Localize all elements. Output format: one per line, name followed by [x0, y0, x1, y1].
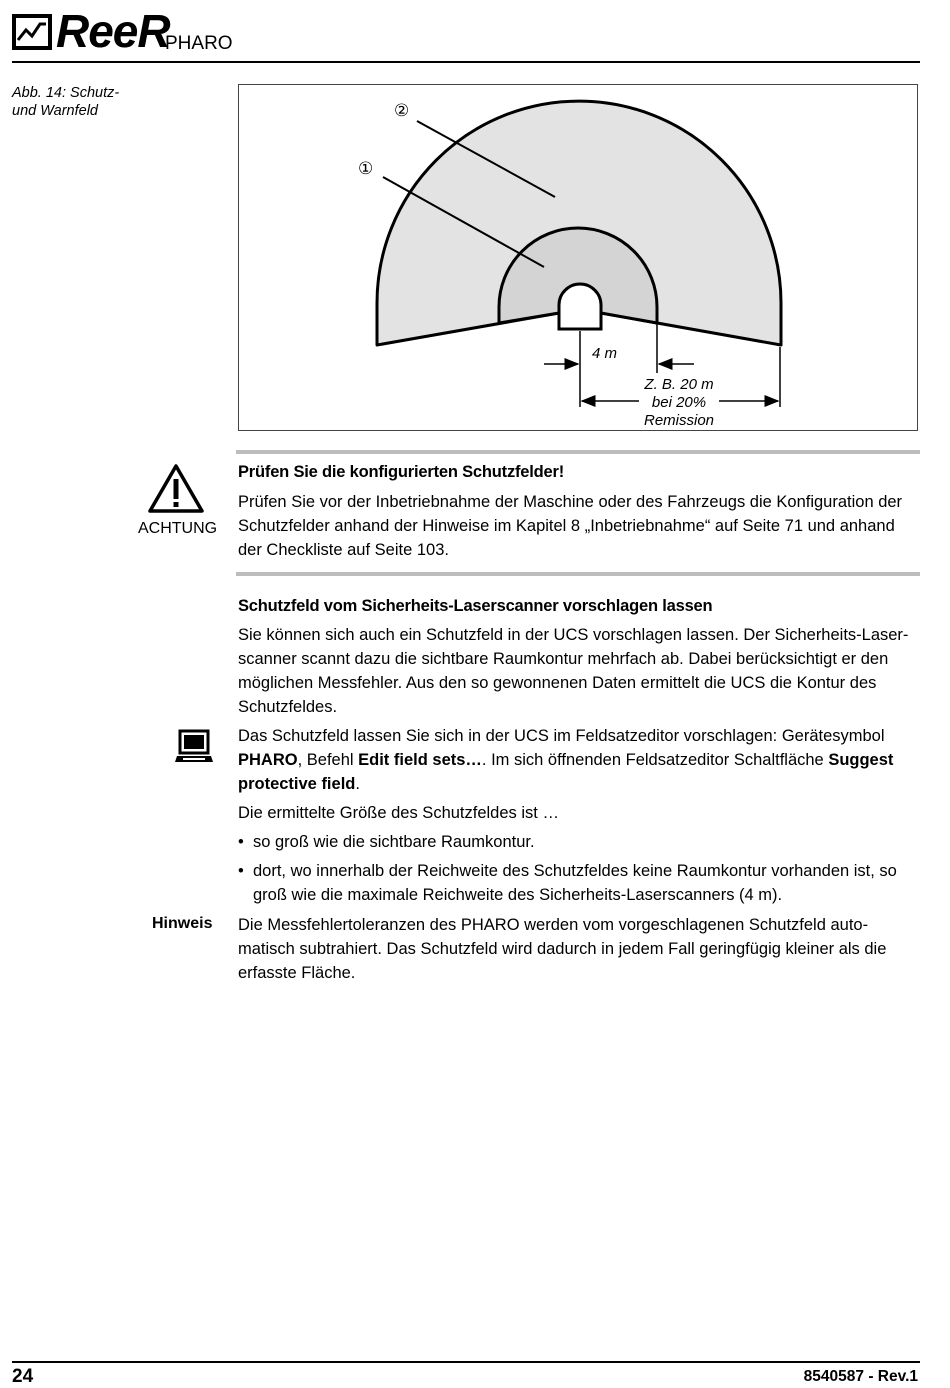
laptop-icon: [175, 729, 213, 765]
note-body: Die Messfehlertoleranzen des PHARO werden vom vorgeschlagenen Schutzfeld auto-matisch subtrahiert. Das Schutzfeld wird dadurch in jedem Fall geringfügig kleiner als die erfasste Fläche.: [238, 916, 887, 982]
bullet-list: [238, 830, 918, 907]
section-paragraph-2: Das Schutzfeld lassen Sie sich in der UCS im Feldsatzeditor vorschlagen: Gerätesymbol PHARO, Befehl Edit field sets…. Im sich öffnenden Feldsatzeditor Schaltfläche Suggest protective field.: [238, 727, 894, 793]
brand-name: ReeR: [56, 5, 170, 57]
list-item: • so groß wie die sichtbare Raumkontur.: [238, 830, 918, 854]
header-divider: [12, 61, 920, 63]
bullet-symbol: •: [238, 862, 244, 880]
warning-label: ACHTUNG: [138, 520, 218, 537]
section-paragraph-1: Sie können sich auch ein Schutzfeld in der UCS vorschlagen lassen. Der Sicherheits-Laser-scanner scannt dazu die sichtbare Raumkontur mehrfach ab. Dabei berücksichtigt er den möglichen Messfehler. Aus den so gewonnenen Daten ermittelt die UCS die Kontur des Schutzfeldes.: [238, 626, 909, 716]
brand-logo-icon: [12, 14, 52, 50]
warning-title: Prüfen Sie die konfigurierten Schutzfelder!: [238, 463, 565, 481]
ui-term-edit-field-sets: Edit field sets…: [358, 751, 482, 769]
dimension-20m-label: Z. B. 20 m bei 20% Remission: [643, 376, 715, 429]
marker-1: ①: [358, 159, 374, 178]
list-item: • dort, wo innerhalb der Reichweite des Schutzfeldes keine Raumkontur vorhanden ist, so groß wie die maximale Reichweite des Sicherheits-Laserscanners (4 m).: [238, 859, 918, 907]
ui-term-pharo: PHARO: [238, 751, 298, 769]
page-number: 24: [12, 1366, 34, 1387]
field-diagram: [238, 84, 918, 431]
warning-triangle-icon: [147, 462, 205, 514]
figure-caption: Abb. 14: Schutz- und Warnfeld: [12, 85, 120, 119]
footer-divider: [12, 1361, 920, 1363]
warning-body: Prüfen Sie vor der Inbetriebnahme der Maschine oder des Fahrzeugs die Konfiguration der Schutzfelder anhand der Hinweise im Kapitel 8 „Inbetriebnahme“ auf Seite 71 und anhand der Checkliste auf Seite 103.: [238, 493, 903, 559]
warning-bottom-rule: [236, 572, 920, 576]
bullet-symbol: •: [238, 833, 244, 851]
note-label: Hinweis: [152, 915, 213, 932]
ui-term-suggest-protective-field: Suggest protective field: [238, 751, 894, 793]
field-diagram-svg: [239, 85, 919, 432]
scanner-shape: [559, 284, 601, 329]
warning-top-rule: [236, 450, 920, 454]
product-name: PHARO: [165, 33, 233, 54]
section-title: Schutzfeld vom Sicherheits-Laserscanner vorschlagen lassen: [238, 597, 713, 615]
document-reference: 8540587 - Rev.1: [803, 1368, 918, 1385]
marker-2: ②: [394, 101, 410, 120]
dimension-4m-label: 4 m: [592, 345, 618, 362]
section-paragraph-3: Die ermittelte Größe des Schutzfeldes ist …: [238, 804, 559, 822]
